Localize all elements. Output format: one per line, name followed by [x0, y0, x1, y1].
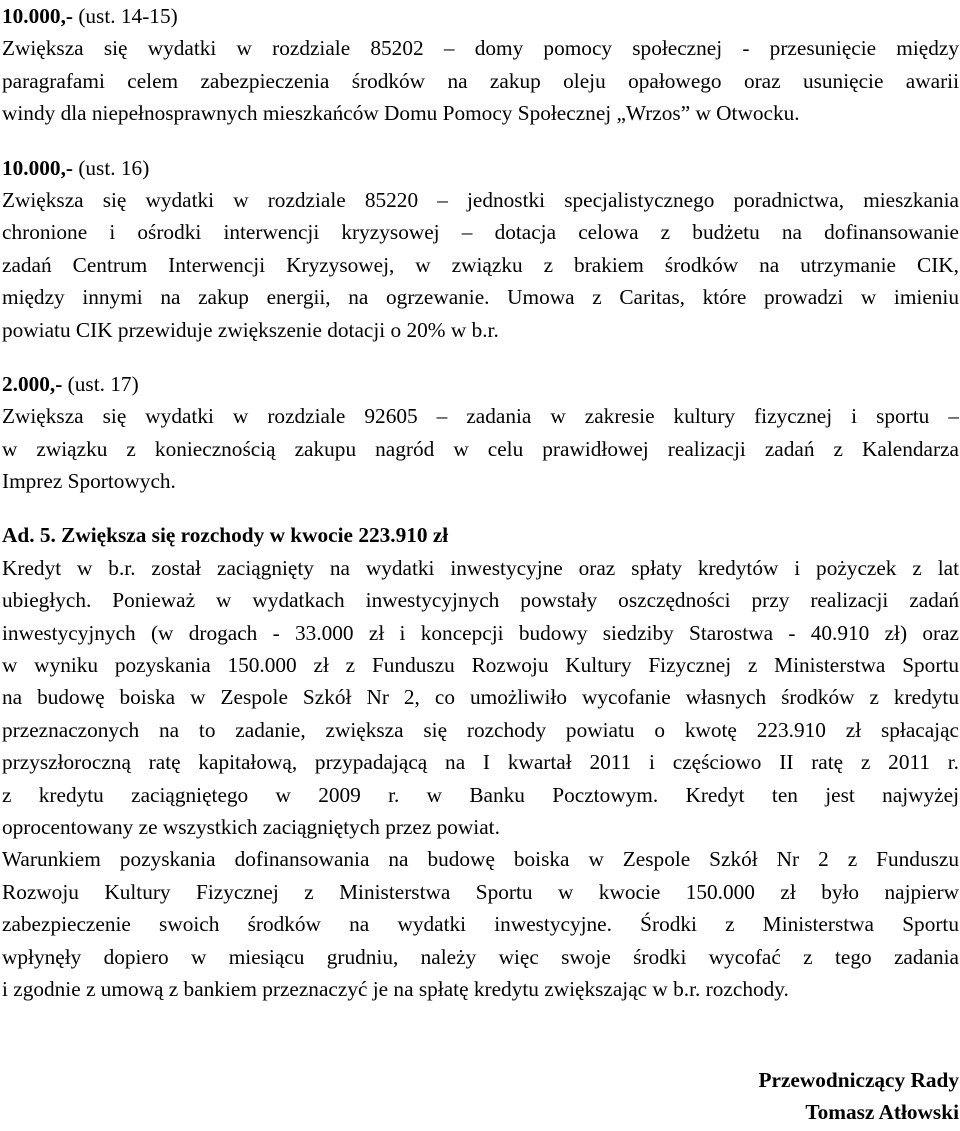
section-text-line: oprocentowany ze wszystkich zaciągniętych przez powiat.	[2, 815, 500, 839]
section-text-line: Kredyt w b.r. został zaciągnięty na wydatki inwestycyjne oraz spłaty kredytów i pożyczek z lat	[2, 555, 959, 580]
section-text-line: w wyniku pozyskania 150.000 zł z Funduszu Rozwoju Kultury Fizycznej z Ministerstwa Sportu	[2, 653, 959, 678]
section-ref: (ust. 17)	[67, 371, 139, 396]
section-ust-17	[2, 368, 959, 498]
section-text-line: Zwiększa się wydatki w rozdziale 85202 – domy pomocy społecznej - przesunięcie między	[2, 36, 959, 61]
section-text-line: i zgodnie z umową z bankiem przeznaczyć je na spłatę kredytu zwiększając w b.r. rozchody.	[2, 976, 789, 1001]
section-text-line: Warunkiem pozyskania dofinansowania na budowę boiska w Zespole Szkół Nr 2 z Funduszu	[2, 847, 959, 872]
section-text-line: inwestycyjnych (w drogach - 33.000 zł i koncepcji budowy siedziby Starostwa - 40.910 zł) oraz	[2, 620, 959, 645]
section-amount: 10.000,-	[2, 4, 73, 28]
section-amount-line	[2, 0, 959, 32]
section-text-line: Imprez Sportowych.	[2, 469, 176, 494]
signature-name: Tomasz Atłowski	[805, 1100, 959, 1125]
section-text-line: zabezpieczenie swoich środków na wydatki inwestycyjne. Środki z Ministerstwa Sportu	[2, 912, 959, 937]
section-ust-16	[2, 152, 959, 346]
section-ref: (ust. 14-15)	[78, 4, 178, 28]
section-text-line: między innymi na zakup energii, na ogrzewanie. Umowa z Caritas, które prowadzi w imieniu	[2, 285, 959, 310]
signature-block	[758, 1064, 959, 1129]
paragraph-gap	[2, 346, 959, 368]
section-text-line: z kredytu zaciągniętego w 2009 r. w Banku Pocztowym. Kredyt ten jest najwyżej	[2, 782, 959, 807]
paragraph-gap	[2, 130, 959, 152]
section-ust-14-15	[2, 0, 959, 130]
section-amount-line	[2, 152, 959, 184]
section-amount: 2.000,-	[2, 371, 63, 396]
section-text-line: na budowę boiska w Zespole Szkół Nr 2, co umożliwiło wycofanie własnych środków z kredytu	[2, 685, 959, 710]
section-text-line: chronione i ośrodki interwencji kryzysowej – dotacja celowa z budżetu na dofinansowanie	[2, 220, 959, 245]
section-amount: 10.000,-	[2, 155, 73, 180]
section-ref: (ust. 16)	[78, 155, 150, 180]
section-text-line: zadań Centrum Interwencji Kryzysowej, w związku z brakiem środków na utrzymanie CIK,	[2, 252, 959, 277]
section-text-line: Zwiększa się wydatki w rozdziale 85220 – jednostki specjalistycznego poradnictwa, mieszkania	[2, 187, 959, 212]
section-text-line: ubiegłych. Ponieważ w wydatkach inwestycyjnych powstały oszczędności przy realizacji zadań	[2, 588, 959, 613]
section-text-line: windy dla niepełnosprawnych mieszkańców Domu Pomocy Społecznej „Wrzos” w Otwocku.	[2, 101, 800, 126]
section-text-line: wpłynęły dopiero w miesiącu grudniu, należy więc swoje środki wycofać z tego zadania	[2, 944, 959, 969]
section-text-line: paragrafami celem zabezpieczenia środków na zakup oleju opałowego oraz usunięcie awarii	[2, 68, 959, 93]
section-ad-5	[2, 519, 959, 1005]
section-text-line: przyszłoroczną ratę kapitałową, przypadającą na I kwartał 2011 i częściowo II ratę z 2011 r.	[2, 750, 959, 775]
signature-title: Przewodniczący Rady	[758, 1068, 959, 1092]
section-text-line: przeznaczonych na to zadanie, zwiększa się rozchody powiatu o kwotę 223.910 zł spłacając	[2, 717, 959, 742]
section-text-line: powiatu CIK przewiduje zwiększenie dotacji o 20% w b.r.	[2, 317, 499, 342]
section-text-line: Zwiększa się wydatki w rozdziale 92605 – zadania w zakresie kultury fizycznej i sportu –	[2, 404, 959, 429]
section-text-line: w związku z koniecznością zakupu nagród w celu prawidłowej realizacji zadań z Kalendarza	[2, 436, 959, 461]
section-heading: Ad. 5. Zwiększa się rozchody w kwocie 223.910 zł	[2, 523, 449, 548]
section-amount-line	[2, 368, 959, 400]
section-text-line: Rozwoju Kultury Fizycznej z Ministerstwa Sportu w kwocie 150.000 zł było najpierw	[2, 879, 959, 904]
paragraph-gap	[2, 497, 959, 519]
